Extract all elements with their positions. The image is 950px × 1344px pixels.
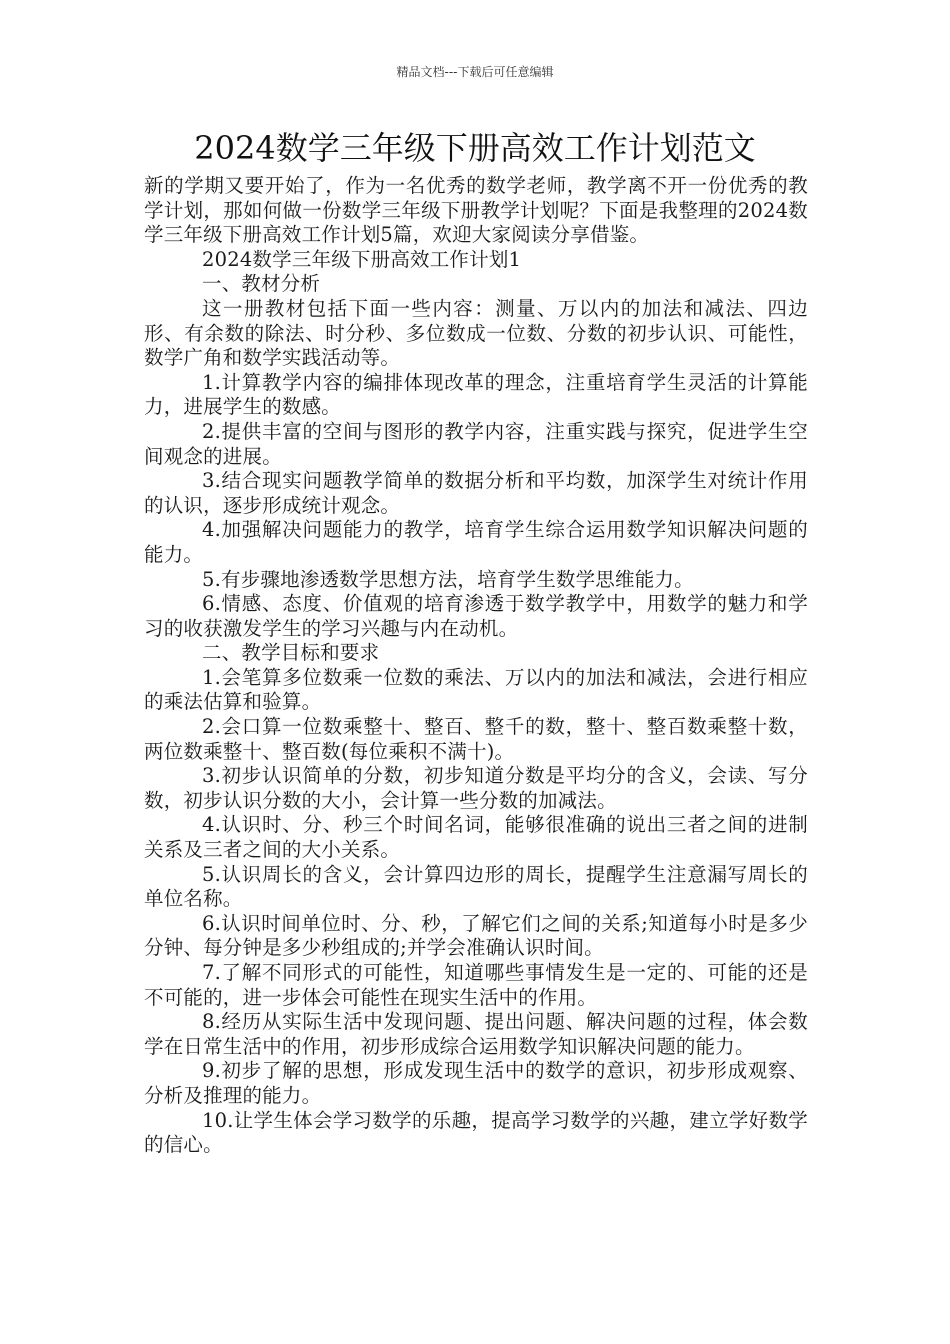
document-body [144, 174, 808, 1158]
body-paragraph: 6.情感、态度、价值观的培育渗透于数学教学中，用数学的魅力和学习的收获激发学生的学习兴趣与内在动机。 [144, 592, 808, 640]
body-paragraph: 2024数学三年级下册高效工作计划1 [202, 247, 522, 271]
body-paragraph: 一、教材分析 [202, 272, 321, 296]
body-paragraph: 4.认识时、分、秒三个时间名词，能够很准确的说出三者之间的进制关系及三者之间的大小关系。 [144, 813, 808, 862]
body-paragraph: 2.提供丰富的空间与图形的教学内容，注重实践与探究，促进学生空间观念的进展。 [144, 419, 808, 468]
body-paragraph: 这一册教材包括下面一些内容：测量、万以内的加法和减法、四边形、有余数的除法、时分秒、多位数成一位数、分数的初步认识、可能性，数学广角和数学实践活动等。 [144, 296, 808, 370]
body-paragraph: 4.加强解决问题能力的教学，培育学生综合运用数学知识解决问题的能力。 [144, 518, 808, 566]
body-paragraph: 2.会口算一位数乘整十、整百、整千的数，整十、整百数乘整十数，两位数乘整十、整百数(每位乘积不满十)。 [144, 715, 808, 763]
body-paragraph: 10.让学生体会学习数学的乐趣，提高学习数学的兴趣，建立学好数学的信心。 [144, 1108, 808, 1157]
body-paragraph: 5.有步骤地渗透数学思想方法，培育学生数学思维能力。 [202, 567, 694, 591]
body-paragraph: 二、教学目标和要求 [202, 641, 380, 665]
body-paragraph: 9.初步了解的思想，形成发现生活中的数学的意识，初步形成观察、分析及推理的能力。 [144, 1059, 808, 1107]
body-paragraph: 6.认识时间单位时、分、秒，了解它们之间的关系;知道每小时是多少分钟、每分钟是多少秒组成的;并学会准确认识时间。 [144, 911, 808, 960]
body-paragraph: 5.认识周长的含义，会计算四边形的周长，提醒学生注意漏写周长的单位名称。 [144, 862, 808, 911]
body-paragraph: 新的学期又要开始了，作为一名优秀的数学老师，教学离不开一份优秀的教学计划，那如何做一份数学三年级下册教学计划呢？下面是我整理的2024数学三年级下册高效工作计划5篇，欢迎大家阅读分享借鉴。 [144, 174, 808, 247]
body-paragraph: 3.结合现实问题教学简单的数据分析和平均数，加深学生对统计作用的认识，逐步形成统计观念。 [144, 469, 808, 517]
body-paragraph: 1.计算教学内容的编排体现改革的理念，注重培育学生灵活的计算能力，进展学生的数感。 [144, 370, 808, 419]
document-title: 2024数学三年级下册高效工作计划范文 [194, 129, 756, 167]
body-paragraph: 7.了解不同形式的可能性，知道哪些事情发生是一定的、可能的还是不可能的，进一步体会可能性在现实生活中的作用。 [144, 961, 808, 1009]
body-paragraph: 8.经历从实际生活中发现问题、提出问题、解决问题的过程，体会数学在日常生活中的作用，初步形成综合运用数学知识解决问题的能力。 [144, 1010, 808, 1058]
body-paragraph: 1.会笔算多位数乘一位数的乘法、万以内的加法和减法，会进行相应的乘法估算和验算。 [144, 665, 808, 714]
header-watermark: 精品文档---下载后可任意编辑 [396, 65, 554, 79]
body-paragraph: 3.初步认识简单的分数，初步知道分数是平均分的含义，会读、写分数，初步认识分数的大小，会计算一些分数的加减法。 [144, 764, 808, 812]
